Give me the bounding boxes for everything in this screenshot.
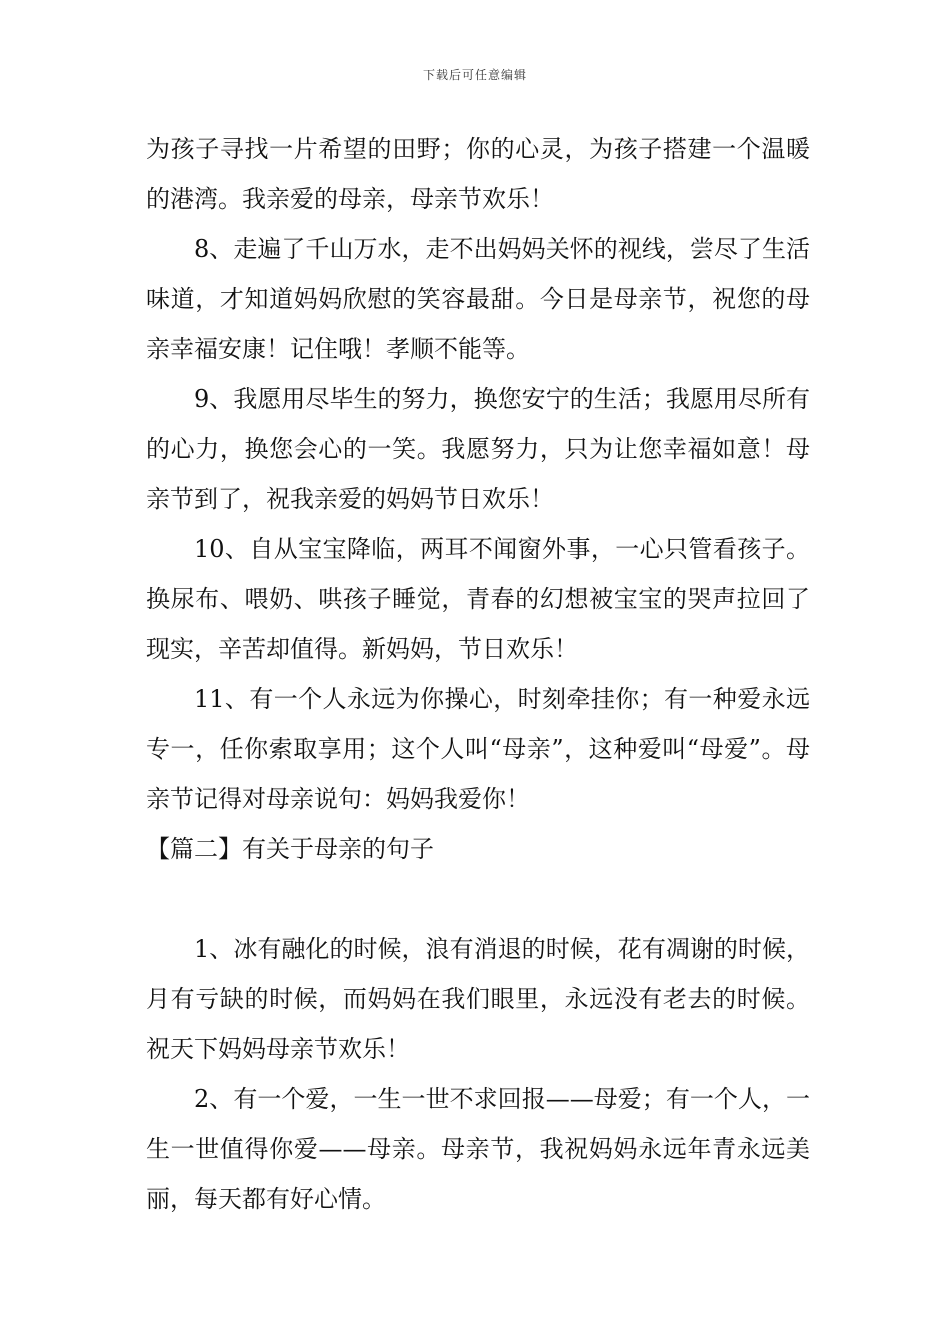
section-heading: 【篇二】有关于母亲的句子 [146,835,434,863]
paragraph-item-10: 10、自从宝宝降临，两耳不闻窗外事，一心只管看孩子。换尿布、喂奶、哄孩子睡觉，青春的幻想被宝宝的哭声拉回了现实，辛苦却值得。新妈妈，节日欢乐！ [146,535,810,663]
header-note: 下载后可任意编辑 [422,68,527,82]
paragraph-item-11: 11、有一个人永远为你操心，时刻牵挂你；有一种爱永远专一，任你索取享用；这个人叫“母亲”，这种爱叫“母爱”。母亲节记得对母亲说句：妈妈我爱你！ [146,685,810,813]
paragraph-continued: 为孩子寻找一片希望的田野；你的心灵，为孩子搭建一个温暖的港湾。我亲爱的母亲，母亲节欢乐！ [146,135,810,213]
section2-paragraph-item-2: 2、有一个爱，一生一世不求回报——母爱；有一个人，一生一世值得你爱——母亲。母亲节，我祝妈妈永远年青永远美丽，每天都有好心情。 [146,1085,810,1213]
section2-paragraph-item-1: 1、冰有融化的时候，浪有消退的时候，花有凋谢的时候，月有亏缺的时候，而妈妈在我们眼里，永远没有老去的时候。祝天下妈妈母亲节欢乐！ [146,935,810,1063]
blank-line [146,874,810,924]
paragraph-item-8: 8、走遍了千山万水，走不出妈妈关怀的视线，尝尽了生活味道，才知道妈妈欣慰的笑容最甜。今日是母亲节，祝您的母亲幸福安康！记住哦！孝顺不能等。 [146,235,810,363]
document-body [146,124,810,1224]
paragraph-item-9: 9、我愿用尽毕生的努力，换您安宁的生活；我愿用尽所有的心力，换您会心的一笑。我愿努力，只为让您幸福如意！母亲节到了，祝我亲爱的妈妈节日欢乐！ [146,385,810,513]
